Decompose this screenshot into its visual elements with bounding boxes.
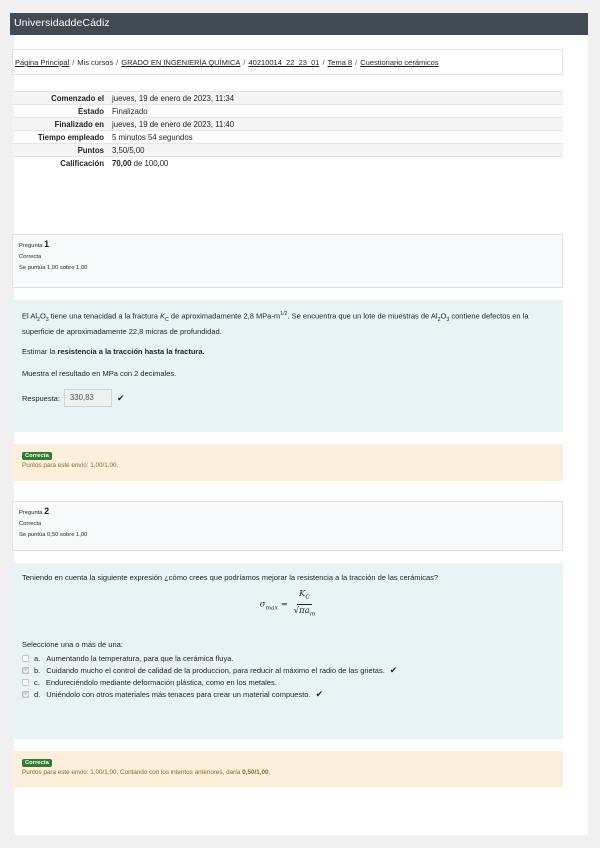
question-1-content bbox=[12, 300, 563, 432]
question-label: Pregunta bbox=[19, 243, 45, 249]
answer-label: Respuesta: bbox=[22, 393, 60, 403]
grade-total: de 100,00 bbox=[131, 158, 169, 168]
question-2-info bbox=[12, 501, 563, 551]
question-number: 1 bbox=[44, 239, 50, 249]
question-number: 2 bbox=[44, 506, 50, 516]
breadcrumb-home-link[interactable]: Página Principal bbox=[15, 58, 70, 67]
breadcrumb-degree-link[interactable]: GRADO EN INGENIERÍA QUÍMICA bbox=[121, 58, 241, 67]
option-d[interactable]: d. Uniéndolo con otros materiales más tenaces para crear un material compuesto. ✔ bbox=[22, 688, 553, 700]
question-1-task: Estimar la resistencia a la tracción hasta la fractura. bbox=[22, 347, 205, 356]
breadcrumb-my-courses: Mis cursos bbox=[77, 58, 114, 67]
summary-value: jueves, 19 de enero de 2023, 11:40 bbox=[108, 118, 563, 131]
correct-check-icon: ✔ bbox=[315, 688, 324, 699]
checkbox-a[interactable] bbox=[22, 655, 29, 662]
summary-row-grade bbox=[12, 157, 563, 170]
summary-label: Puntos bbox=[12, 144, 108, 157]
summary-row-points bbox=[12, 144, 563, 157]
summary-label: Calificación bbox=[12, 157, 108, 170]
answer-row bbox=[22, 389, 553, 407]
summary-label: Tiempo empleado bbox=[12, 131, 108, 144]
checkbox-c[interactable] bbox=[22, 679, 29, 686]
option-b[interactable]: b. Cuidando mucho el control de calidad de la produccion, para reducir al máximo el radio de las grietas. ✔ bbox=[22, 664, 553, 676]
question-state: Correcta bbox=[19, 254, 42, 260]
summary-label: Estado bbox=[12, 105, 108, 118]
question-grade: Se puntúa 0,50 sobre 1,00 bbox=[19, 532, 88, 538]
question-2-feedback bbox=[12, 751, 563, 787]
summary-value bbox=[108, 157, 563, 170]
correct-check-icon: ✔ bbox=[116, 392, 125, 403]
summary-value: Finalizado bbox=[108, 105, 563, 118]
summary-value: 3,50/5,00 bbox=[108, 144, 563, 157]
correct-badge: Correcta bbox=[22, 759, 52, 767]
correct-badge: Correcta bbox=[22, 452, 52, 460]
question-grade: Se puntúa 1,00 sobre 1,00 bbox=[19, 265, 88, 271]
answer-input[interactable]: 330,83 bbox=[64, 389, 112, 407]
formula: $\sigma_{max}$ = $\frac{K_C}{√\pi a_m}$ bbox=[259, 589, 316, 618]
summary-row-state bbox=[12, 105, 563, 118]
feedback-text: Puntos para este envío: 1,00/1,00. Contando con los intentos anteriores, daría 0,50/1,00. bbox=[22, 769, 271, 776]
summary-value: jueves, 19 de enero de 2023, 11:34 bbox=[108, 92, 563, 105]
question-1-instruction: Muestra el resultado en MPa con 2 decimales. bbox=[22, 369, 177, 378]
summary-value: 5 minutos 54 segundos bbox=[108, 131, 563, 144]
summary-label: Comenzado el bbox=[12, 92, 108, 105]
question-state: Correcta bbox=[19, 521, 42, 527]
question-1-info bbox=[12, 234, 563, 288]
top-navbar bbox=[10, 13, 588, 35]
checkbox-b[interactable] bbox=[22, 667, 29, 674]
summary-label: Finalizado en bbox=[12, 118, 108, 131]
select-prompt: Seleccione una o más de una: bbox=[22, 640, 123, 650]
question-1-feedback bbox=[12, 444, 563, 481]
feedback-text: Puntos para este envío: 1,00/1,00. bbox=[22, 462, 119, 469]
question-label: Pregunta bbox=[19, 510, 45, 516]
summary-row-started bbox=[12, 92, 563, 105]
grade-value: 70,00 bbox=[112, 158, 132, 168]
breadcrumb: Página Principal / Mis cursos / GRADO EN INGENIERÍA QUÍMICA / 40210014_22_23_01 / Tema 8 / Cuestionario cerámicos bbox=[12, 49, 563, 75]
university-logo[interactable]: UniversidaddeCádiz bbox=[14, 17, 110, 29]
attempt-summary-table bbox=[12, 91, 563, 169]
checkbox-d[interactable] bbox=[22, 691, 29, 698]
option-a[interactable]: a. Aumentando la temperatura, para que la cerámica fluya. bbox=[22, 652, 553, 664]
correct-check-icon: ✔ bbox=[389, 664, 398, 675]
question-2-text: Teniendo en cuenta la siguiente expresión ¿cómo crees que podríamos mejorar la resistencia a la tracción de las cerámicas? bbox=[22, 573, 439, 582]
breadcrumb-topic-link[interactable]: Tema 8 bbox=[327, 58, 353, 67]
question-2-content bbox=[12, 563, 563, 739]
summary-row-finished bbox=[12, 118, 563, 131]
question-1-text: El $Al_2O_3$ tiene una tenacidad a la fractura $K_C$ de aproximadamente 2,8 MPa-$m^{1/2}$. Se encuentra que un lote de muestras de $Al_2O_3$ contiene defectos en la superficie de aproximadamente 22,8 micras de profundidad. bbox=[22, 311, 529, 336]
breadcrumb-course-link[interactable]: 40210014_22_23_01 bbox=[248, 58, 320, 67]
option-c[interactable]: c. Endureciéndolo mediante deformación plástica, como en los metales. bbox=[22, 676, 553, 688]
breadcrumb-quiz-link[interactable]: Cuestionario cerámicos bbox=[360, 58, 439, 67]
summary-row-time bbox=[12, 131, 563, 144]
